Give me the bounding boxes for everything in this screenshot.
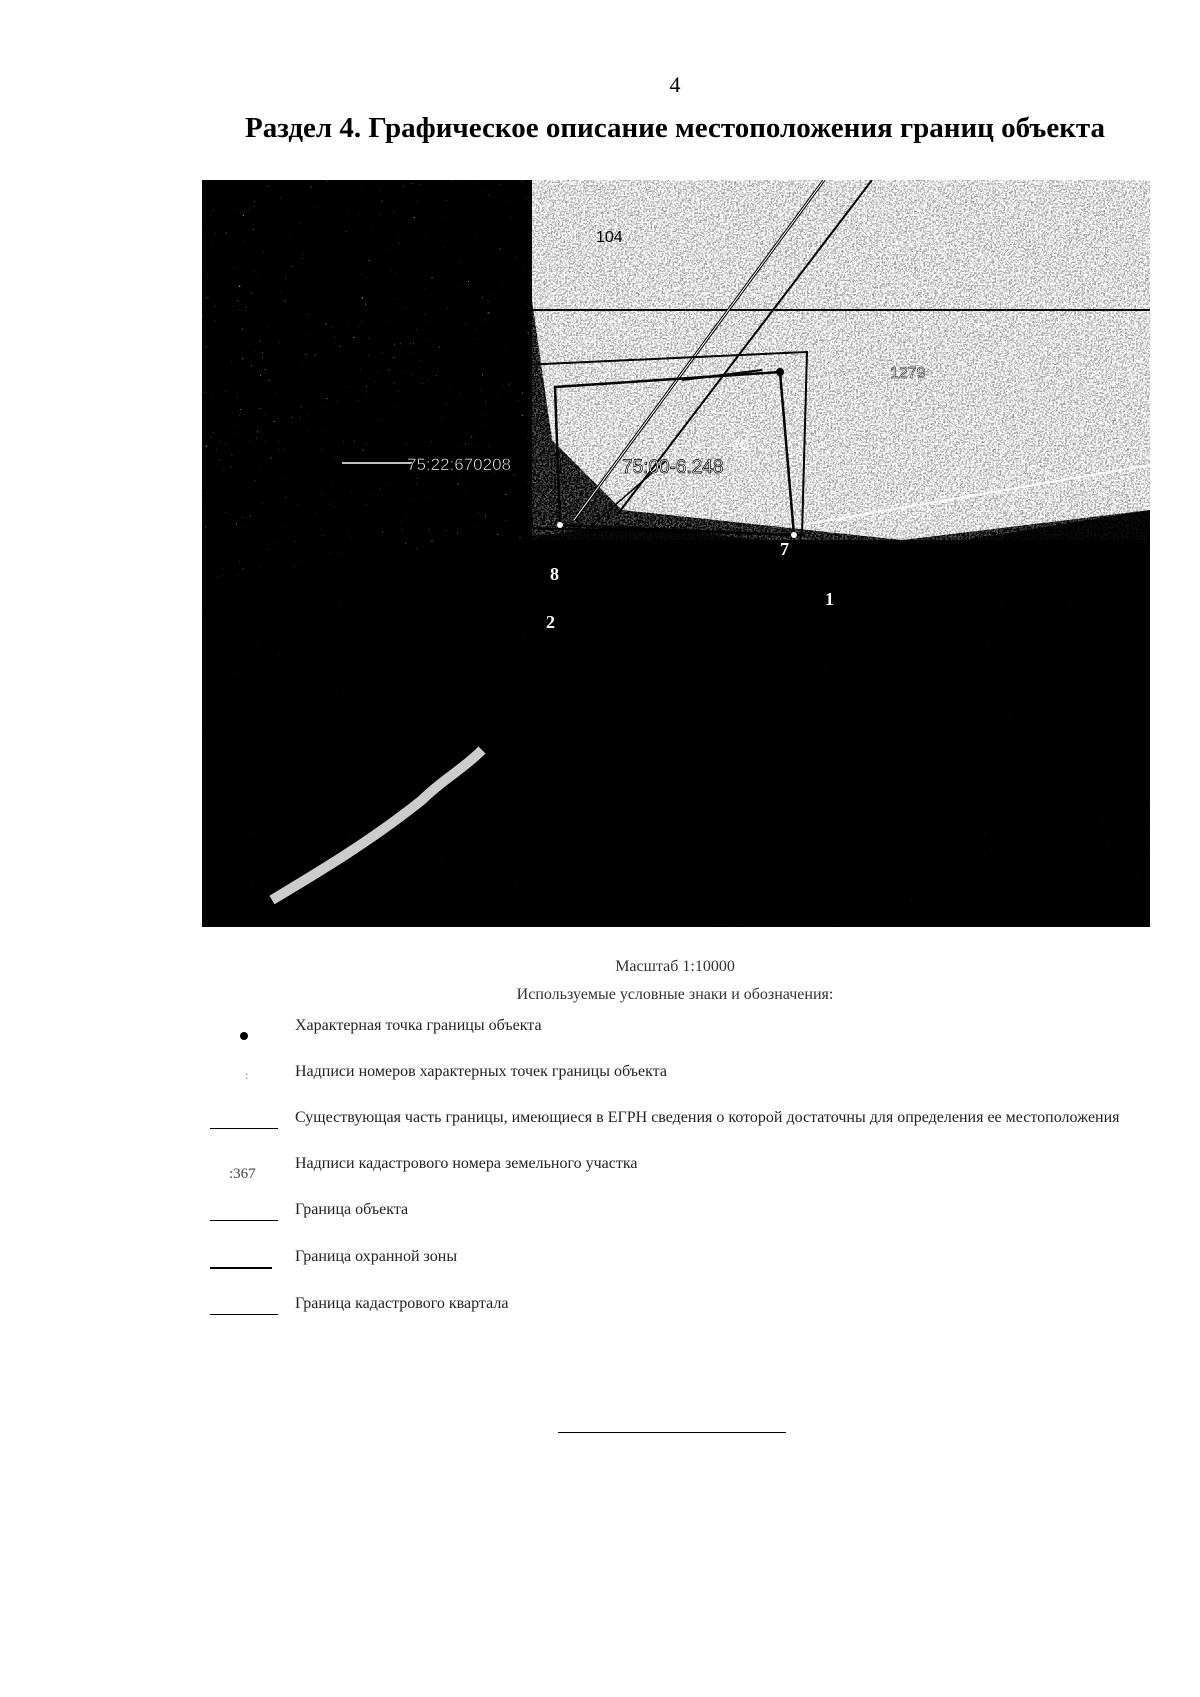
point-number-label-icon: :	[245, 1068, 249, 1082]
parcel-left-label: 75:22:670208	[407, 455, 511, 474]
legend-text: Характерная точка границы объекта	[295, 1017, 542, 1034]
legend-text: Существующая часть границы, имеющиеся в ЕГРН сведения о которой достаточны для определения ее местоположения	[295, 1109, 1120, 1126]
cadastral-quarter-line-icon	[205, 1294, 275, 1324]
page-number: 4	[669, 72, 681, 97]
parcel-center-label: 75:00-6.248	[622, 457, 724, 478]
footer-divider	[558, 1432, 786, 1433]
label-1279: 1279	[890, 365, 926, 382]
point-label-7: 7	[780, 539, 789, 559]
legend-text: Надписи кадастрового номера земельного участка	[295, 1155, 638, 1172]
legend-text: Граница охранной зоны	[295, 1248, 458, 1265]
point-label-1: 1	[825, 589, 834, 609]
boundary-point-dot	[776, 368, 784, 376]
label-104: 104	[596, 229, 623, 246]
boundary-point-dot	[557, 522, 563, 528]
point-dot-icon	[205, 1016, 275, 1046]
boundary-point-dot	[791, 532, 797, 538]
section-title: Раздел 4. Графическое описание местоположения границ объекта	[244, 112, 1106, 144]
map-scale: Масштаб 1:10000	[615, 958, 735, 975]
cadastral-number-label-icon: :367	[229, 1166, 256, 1182]
point-label-2: 2	[546, 612, 555, 632]
legend-text: Граница объекта	[295, 1201, 409, 1218]
satellite-map	[202, 180, 1150, 927]
map-canvas	[202, 180, 1150, 927]
point-label-8: 8	[550, 564, 559, 584]
object-boundary-line-icon	[205, 1200, 275, 1230]
legend-text: Надписи номеров характерных точек границы объекта	[295, 1063, 667, 1080]
existing-boundary-line-icon	[205, 1108, 275, 1138]
label-20: 20	[732, 437, 749, 454]
legend-title: Используемые условные знаки и обозначения:	[516, 986, 834, 1003]
protection-zone-line-icon	[205, 1247, 275, 1277]
forest-area	[202, 510, 1150, 927]
legend-text: Граница кадастрового квартала	[295, 1295, 509, 1312]
